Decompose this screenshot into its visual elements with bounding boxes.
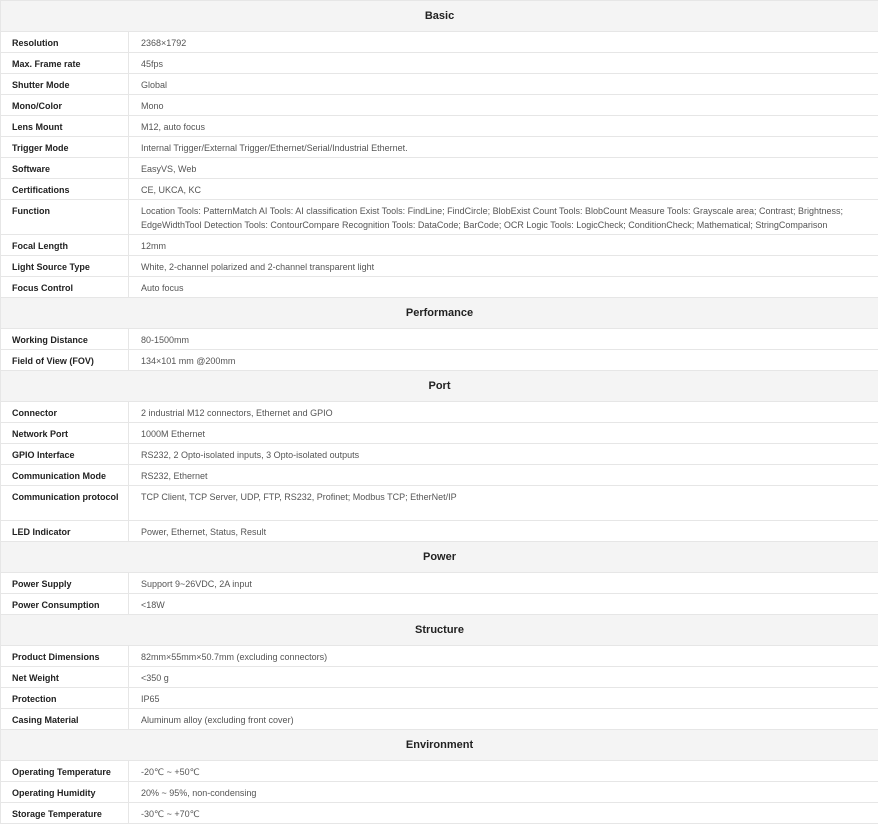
spec-row: [1, 521, 878, 542]
spec-row: [1, 486, 878, 521]
spec-label: Resolution: [1, 32, 129, 53]
spec-value: Auto focus: [129, 277, 878, 298]
spec-row: [1, 782, 878, 803]
spec-row: [1, 465, 878, 486]
section-title-environment: Environment: [1, 730, 878, 761]
spec-value: <18W: [129, 594, 878, 615]
spec-label: Shutter Mode: [1, 74, 129, 95]
spec-value: 45fps: [129, 53, 878, 74]
spec-row: [1, 761, 878, 782]
spec-row: [1, 179, 878, 200]
spec-value: Global: [129, 74, 878, 95]
spec-label: Focus Control: [1, 277, 129, 298]
spec-label: GPIO Interface: [1, 444, 129, 465]
spec-label: Certifications: [1, 179, 129, 200]
spec-row: [1, 137, 878, 158]
section-title-power: Power: [1, 542, 878, 573]
spec-label: Net Weight: [1, 667, 129, 688]
spec-row: [1, 709, 878, 730]
spec-row: [1, 573, 878, 594]
spec-value: Aluminum alloy (excluding front cover): [129, 709, 878, 730]
spec-label: Communication protocol: [1, 486, 129, 521]
spec-value: White, 2-channel polarized and 2-channel transparent light: [129, 256, 878, 277]
spec-value: RS232, 2 Opto-isolated inputs, 3 Opto-isolated outputs: [129, 444, 878, 465]
section-header-row: [1, 298, 878, 329]
spec-row: [1, 235, 878, 256]
section-header-row: [1, 730, 878, 761]
spec-row: [1, 594, 878, 615]
section-header-row: [1, 1, 878, 32]
spec-value: IP65: [129, 688, 878, 709]
spec-value: RS232, Ethernet: [129, 465, 878, 486]
spec-value: -30℃ ~ +70℃: [129, 803, 878, 824]
section-header-row: [1, 542, 878, 573]
spec-row: [1, 116, 878, 137]
spec-value: 82mm×55mm×50.7mm (excluding connectors): [129, 646, 878, 667]
spec-label: Communication Mode: [1, 465, 129, 486]
spec-label: Operating Humidity: [1, 782, 129, 803]
spec-row: [1, 74, 878, 95]
section-header-row: [1, 615, 878, 646]
spec-label: Lens Mount: [1, 116, 129, 137]
spec-row: [1, 95, 878, 116]
spec-row: [1, 53, 878, 74]
spec-label: Power Consumption: [1, 594, 129, 615]
spec-label: Power Supply: [1, 573, 129, 594]
spec-label: Casing Material: [1, 709, 129, 730]
spec-row: [1, 402, 878, 423]
spec-value: 2 industrial M12 connectors, Ethernet and GPIO: [129, 402, 878, 423]
spec-value: Support 9~26VDC, 2A input: [129, 573, 878, 594]
spec-value: Power, Ethernet, Status, Result: [129, 521, 878, 542]
spec-value: Mono: [129, 95, 878, 116]
spec-value: TCP Client, TCP Server, UDP, FTP, RS232, Profinet; Modbus TCP; EtherNet/IP: [129, 486, 878, 521]
spec-row: [1, 667, 878, 688]
spec-row: [1, 688, 878, 709]
spec-label: Mono/Color: [1, 95, 129, 116]
spec-row: [1, 444, 878, 465]
spec-label: Focal Length: [1, 235, 129, 256]
spec-label: Network Port: [1, 423, 129, 444]
spec-label: Storage Temperature: [1, 803, 129, 824]
spec-value: CE, UKCA, KC: [129, 179, 878, 200]
spec-label: Light Source Type: [1, 256, 129, 277]
spec-row: [1, 803, 878, 824]
spec-row: [1, 256, 878, 277]
spec-label: Software: [1, 158, 129, 179]
spec-value: 2368×1792: [129, 32, 878, 53]
spec-label: Connector: [1, 402, 129, 423]
spec-row: [1, 32, 878, 53]
spec-row: [1, 423, 878, 444]
spec-value: Location Tools: PatternMatch AI Tools: AI classification Exist Tools: FindLine; FindCircle; BlobExist Count Tools: BlobCount Measure Tools: Grayscale area; Contrast; Brightness; EdgeWidthTool Detection Tools: ContourCompare Recognition Tools: DataCode; BarCode; OCR Logic Tools: LogicCheck; ConditionCheck; Mathematical; StringComparison: [129, 200, 878, 235]
spec-row: [1, 277, 878, 298]
spec-label: Max. Frame rate: [1, 53, 129, 74]
spec-label: Function: [1, 200, 129, 235]
spec-value: M12, auto focus: [129, 116, 878, 137]
section-title-basic: Basic: [1, 1, 878, 32]
spec-row: [1, 158, 878, 179]
spec-label: Protection: [1, 688, 129, 709]
spec-label: Product Dimensions: [1, 646, 129, 667]
spec-label: LED Indicator: [1, 521, 129, 542]
spec-row: [1, 200, 878, 235]
spec-label: Field of View (FOV): [1, 350, 129, 371]
spec-value: 12mm: [129, 235, 878, 256]
spec-value: EasyVS, Web: [129, 158, 878, 179]
spec-value: 80-1500mm: [129, 329, 878, 350]
section-header-row: [1, 371, 878, 402]
spec-label: Operating Temperature: [1, 761, 129, 782]
spec-label: Trigger Mode: [1, 137, 129, 158]
section-title-performance: Performance: [1, 298, 878, 329]
spec-value: <350 g: [129, 667, 878, 688]
spec-value: -20℃ ~ +50℃: [129, 761, 878, 782]
spec-row: [1, 646, 878, 667]
spec-value: 1000M Ethernet: [129, 423, 878, 444]
spec-row: [1, 350, 878, 371]
spec-label: Working Distance: [1, 329, 129, 350]
spec-value: 134×101 mm @200mm: [129, 350, 878, 371]
spec-row: [1, 329, 878, 350]
section-title-port: Port: [1, 371, 878, 402]
spec-value: Internal Trigger/External Trigger/Ethernet/Serial/Industrial Ethernet.: [129, 137, 878, 158]
section-title-structure: Structure: [1, 615, 878, 646]
spec-value: 20% ~ 95%, non-condensing: [129, 782, 878, 803]
